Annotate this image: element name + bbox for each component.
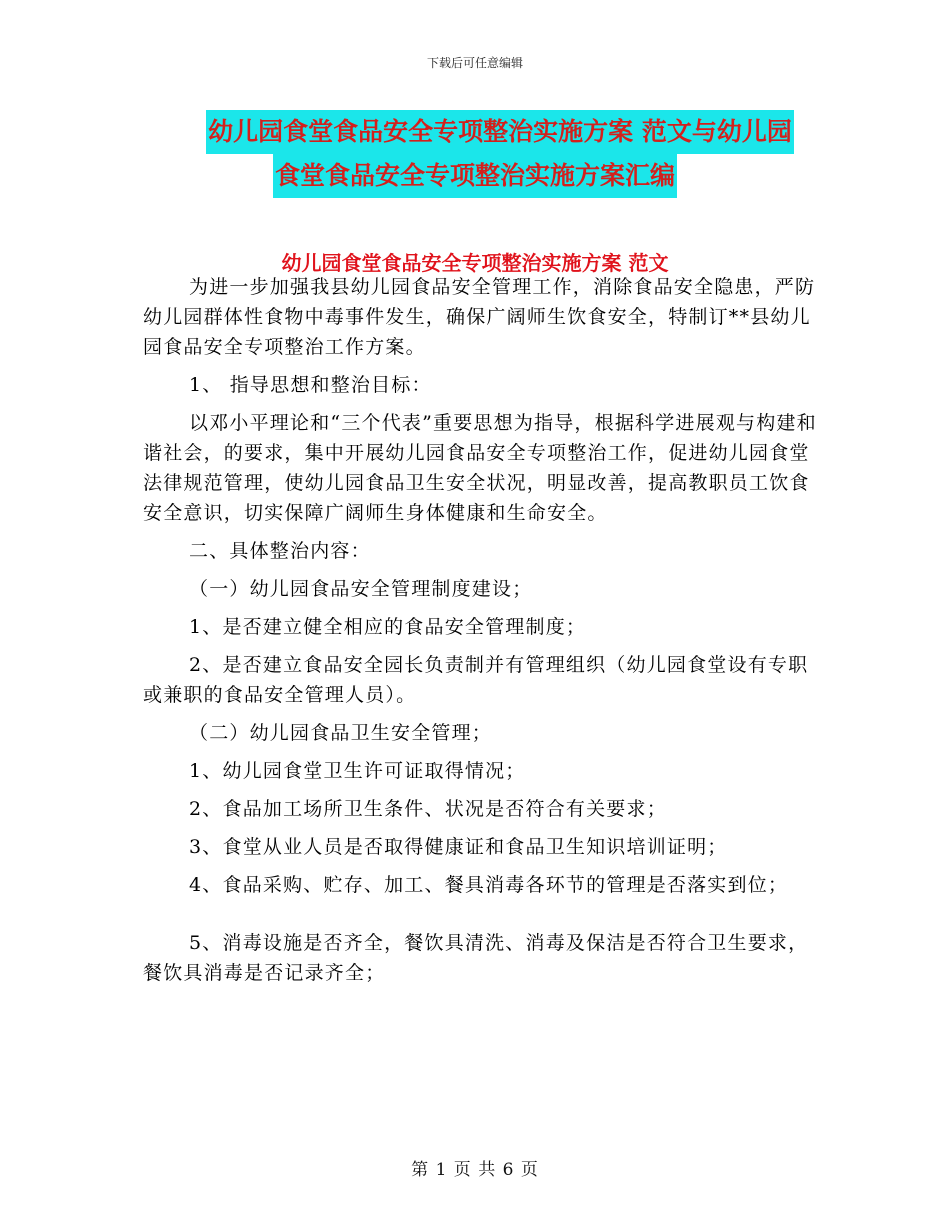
header-note: 下载后可任意编辑 xyxy=(426,56,523,70)
paragraph-item: 1、幼儿园食堂卫生许可证取得情况； xyxy=(189,760,526,782)
document-title xyxy=(0,110,950,198)
paragraph-subheading-1: （一）幼儿园食品安全管理制度建设； xyxy=(189,578,533,600)
paragraph-item: 4、食品采购、贮存、加工、餐具消毒各环节的管理是否落实到位； xyxy=(189,874,789,896)
paragraph-intro: 为进一步加强我县幼儿园食品安全管理工作，消除食品安全隐患，严防幼儿园群体性食物中毒事件发生，确保广阔师生饮食安全，特制订**县幼儿园食品安全专项整治工作方案。 xyxy=(143,276,816,358)
paragraph-subheading-2: （二）幼儿园食品卫生安全管理； xyxy=(189,722,493,744)
paragraph-heading-1: 1、 指导思想和整治目标： xyxy=(189,374,432,396)
paragraph-heading-2: 二、具体整治内容： xyxy=(189,540,371,562)
paragraph-item: 2、食品加工场所卫生条件、状况是否符合有关要求； xyxy=(189,798,667,820)
section-title: 幼儿园食堂食品安全专项整治实施方案 范文 xyxy=(281,251,669,275)
paragraph-item: 3、食堂从业人员是否取得健康证和食品卫生知识培训证明； xyxy=(189,836,728,858)
document-title-line-2: 食堂食品安全专项整治实施方案汇编 xyxy=(273,154,677,198)
paragraph-item: 5、消毒设施是否齐全，餐饮具清洗、消毒及保洁是否符合卫生要求，餐饮具消毒是否记录齐全； xyxy=(143,932,809,984)
page-footer: 第 1 页 共 6 页 xyxy=(411,1160,539,1180)
paragraph-guiding-ideas: 以邓小平理论和“三个代表”重要思想为指导，根据科学进展观与构建和谐社会，的要求，集中开展幼儿园食品安全专项整治工作，促进幼儿园食堂法律规范管理，使幼儿园食品卫生安全状况，明显改善，提高教职员工饮食安全意识，切实保障广阔师生身体健康和生命安全。 xyxy=(143,412,817,524)
body-text xyxy=(143,272,819,988)
paragraph-item: 2、是否建立食品安全园长负责制并有管理组织（幼儿园食堂设有专职或兼职的食品安全管理人员）。 xyxy=(143,654,809,706)
paragraph-item: 1、是否建立健全相应的食品安全管理制度； xyxy=(189,616,587,638)
document-title-line-1: 幼儿园食堂食品安全专项整治实施方案 范文与幼儿园 xyxy=(206,110,794,154)
